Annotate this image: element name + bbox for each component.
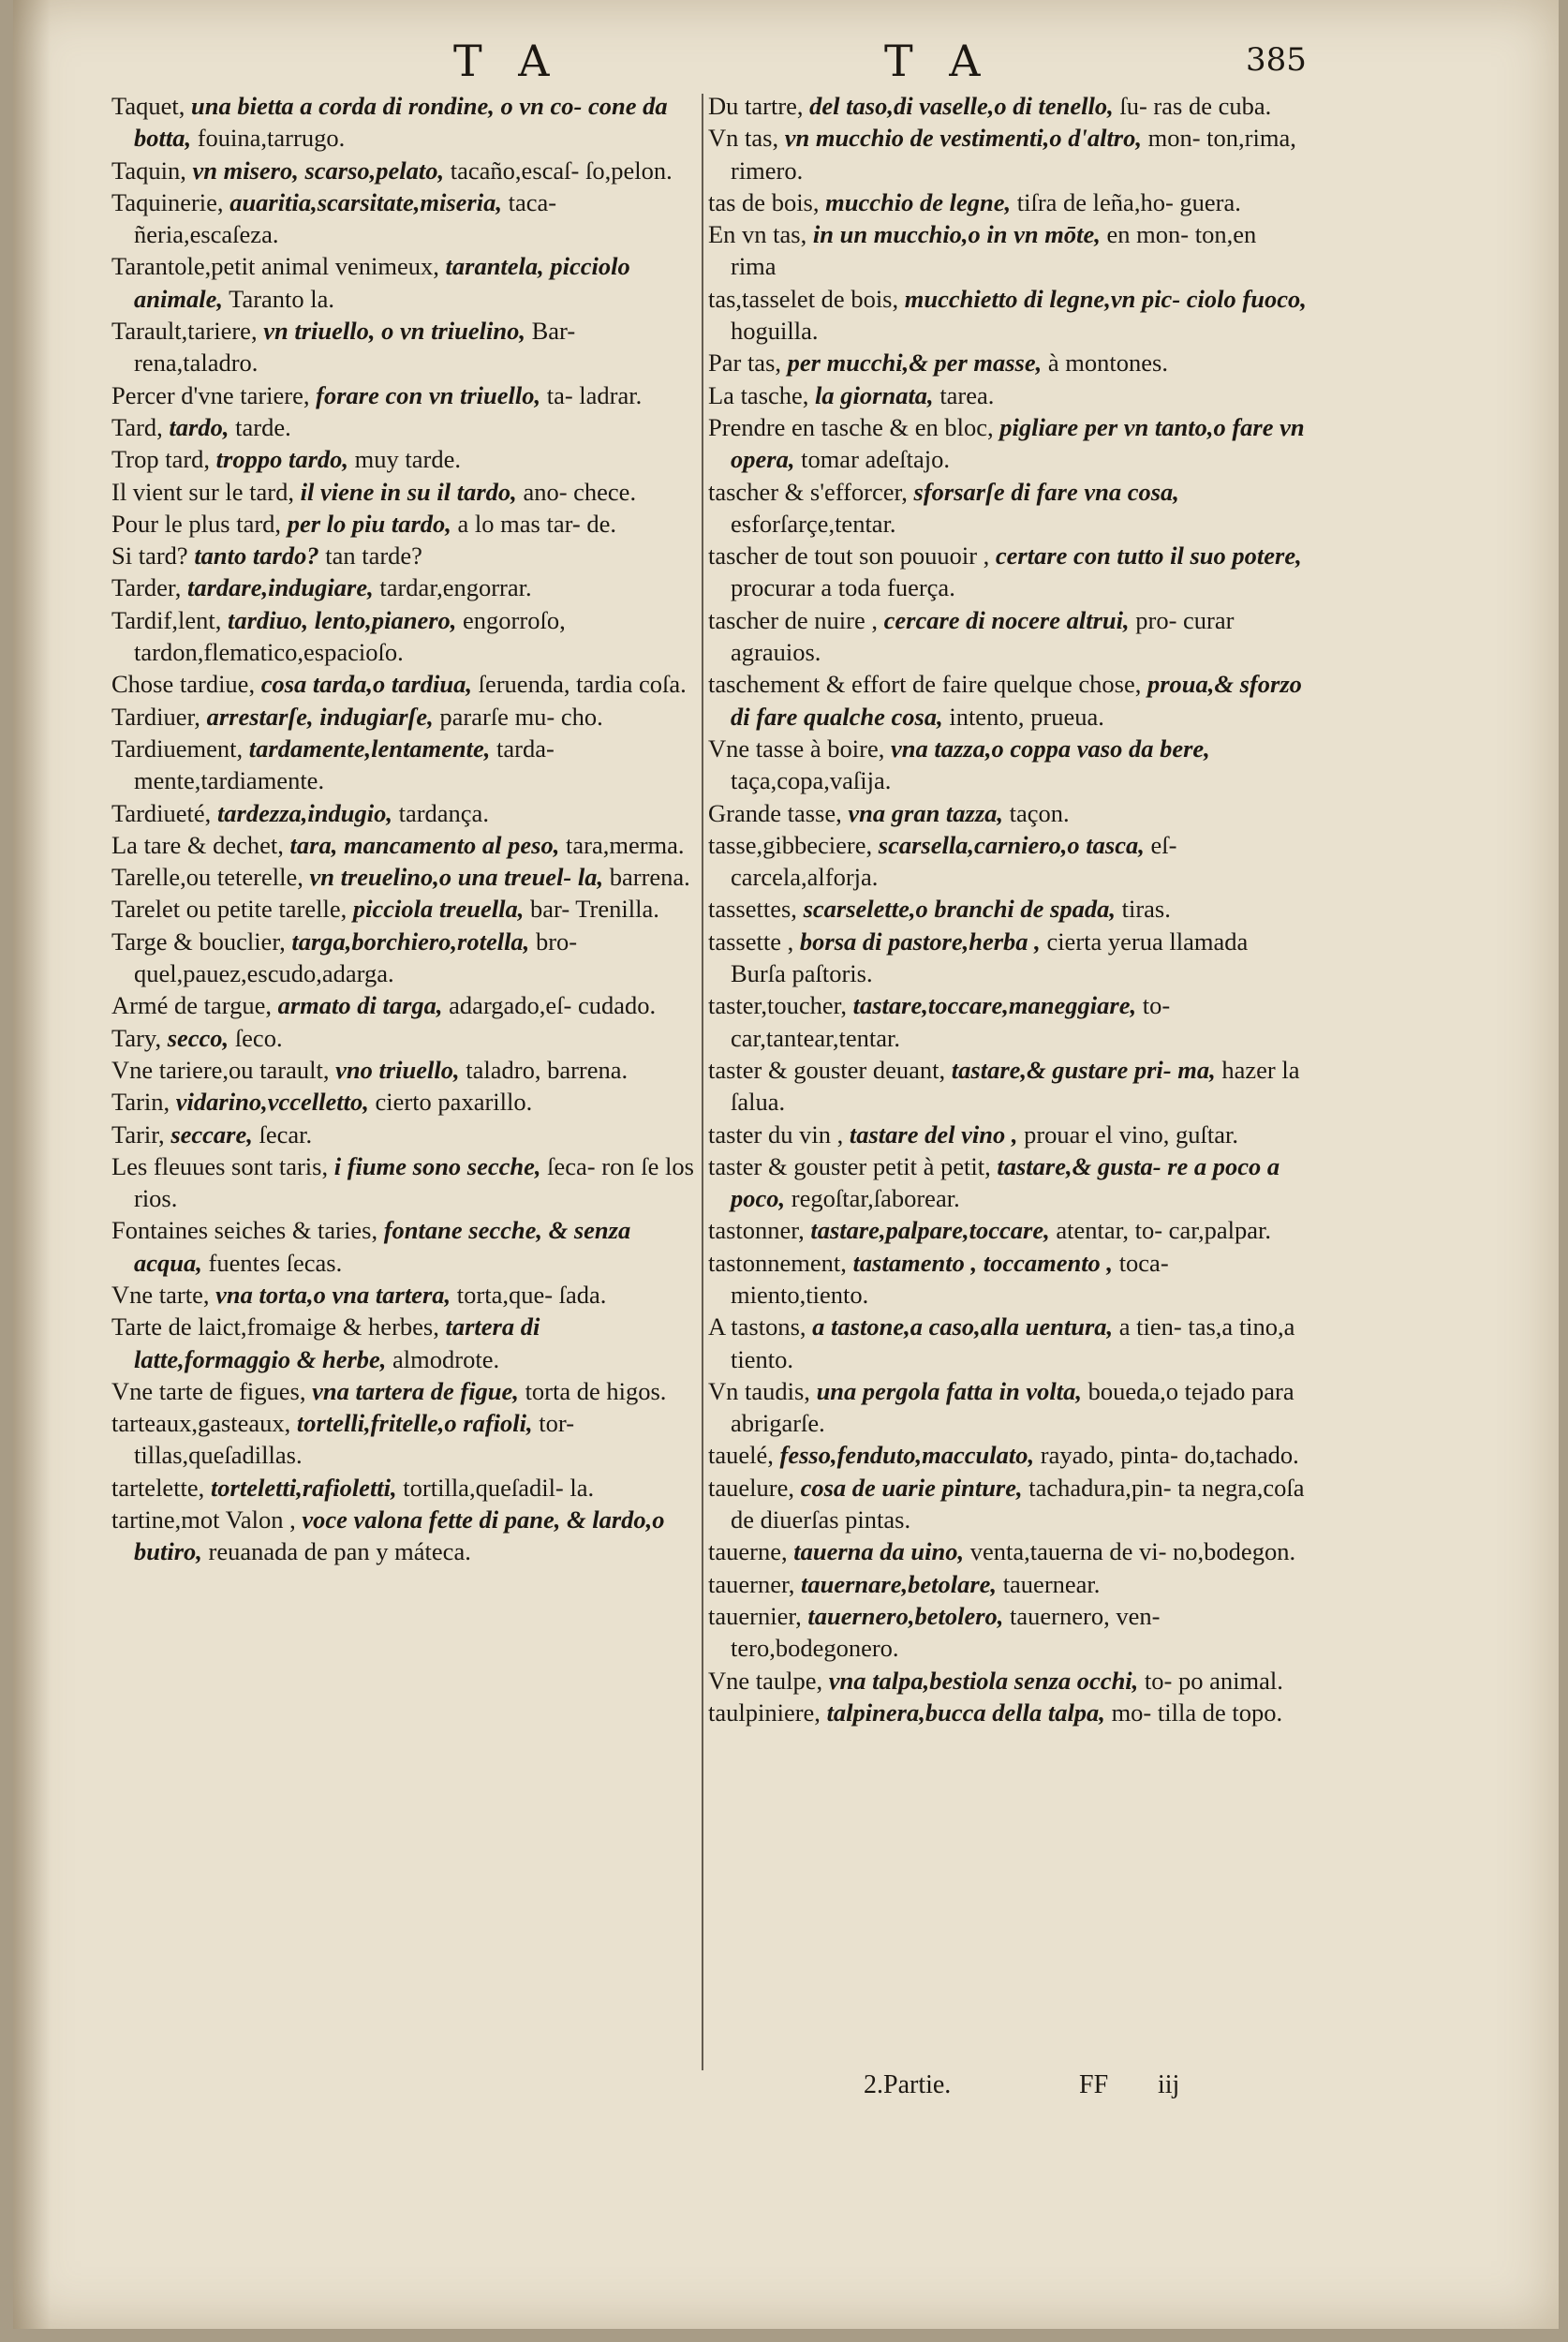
dictionary-entry	[708, 347, 1308, 378]
italian-translation: cosa de uarie pinture,	[800, 1473, 1023, 1502]
dictionary-entry	[708, 218, 1308, 283]
french-headword: tassettes,	[708, 895, 797, 924]
spanish-translation: tardança.	[398, 798, 489, 827]
dictionary-entry	[111, 571, 702, 603]
dictionary-entry	[111, 926, 702, 990]
italian-translation: vno triuello,	[335, 1055, 460, 1084]
french-headword: tassette ,	[708, 926, 794, 956]
french-headword: Si tard?	[111, 541, 188, 571]
italian-translation: tartera di latte,formaggio & herbe,	[134, 1312, 540, 1373]
spanish-translation: to- po animal.	[1144, 1666, 1283, 1695]
spanish-translation: taca- ñeria,escaſeza.	[134, 187, 557, 249]
french-headword: taster & gouster deuant,	[708, 1055, 946, 1084]
dictionary-entry	[111, 797, 702, 829]
spanish-translation: ſecar.	[259, 1119, 313, 1149]
dictionary-entry	[111, 508, 702, 540]
french-headword: Taquinerie,	[111, 187, 224, 216]
french-headword: taster du vin ,	[708, 1119, 844, 1149]
binding-shadow	[13, 0, 51, 2329]
italian-translation: tortelli,fritelle,o rafioli,	[296, 1409, 533, 1438]
french-headword: taulpiniere,	[708, 1697, 821, 1727]
french-headword: Tardif,lent,	[111, 605, 222, 634]
spanish-translation: procurar a toda fuerça.	[731, 573, 955, 602]
french-headword: Taquet,	[111, 92, 185, 120]
dictionary-entry	[708, 1472, 1308, 1536]
italian-translation: targa,borchiero,rotella,	[291, 926, 530, 956]
spanish-translation: to- car,tantear,tentar.	[731, 991, 1171, 1052]
spanish-translation: esforſarçe,tentar.	[731, 509, 896, 538]
spanish-translation: engorroſo, tardon,flematico,espacioſo.	[134, 605, 566, 667]
right-column	[708, 90, 1308, 1728]
italian-translation: vn treuelino,o una treuel- la,	[309, 863, 604, 892]
dictionary-entry	[708, 1535, 1308, 1567]
dictionary-entry	[708, 1697, 1308, 1728]
italian-translation: vna torta,o vna tartera,	[215, 1280, 451, 1309]
dictionary-entry	[111, 379, 702, 411]
left-column	[111, 90, 702, 1568]
dictionary-entry	[111, 861, 702, 893]
dictionary-entry	[111, 989, 702, 1021]
dictionary-entry	[111, 443, 702, 475]
french-headword: tas de bois,	[708, 187, 820, 216]
french-headword: tastonner,	[708, 1216, 805, 1245]
french-headword: tauelure,	[708, 1473, 794, 1502]
italian-translation: vna tazza,o coppa vaso da bere,	[891, 734, 1210, 763]
spanish-translation: tardar,engorrar.	[379, 573, 532, 602]
italian-translation: proua,& sforzo di fare qualche cosa,	[731, 670, 1302, 731]
dictionary-entry	[708, 797, 1308, 829]
french-headword: Fontaines seiches & taries,	[111, 1216, 378, 1245]
spanish-translation: en mon- ton,en rima	[731, 220, 1257, 281]
italian-translation: tastare,& gusta- re a poco a poco,	[731, 1151, 1280, 1213]
italian-translation: una pergola fatta in volta,	[816, 1376, 1082, 1405]
italian-translation: fontane secche, & senza acqua,	[134, 1216, 631, 1277]
spanish-translation: tacaño,escaſ- ſo,pelon.	[450, 156, 673, 185]
french-headword: Chose tardiue,	[111, 670, 256, 699]
part-label: 2.Partie.	[864, 2070, 952, 2099]
french-headword: tas,tasselet de bois,	[708, 284, 899, 313]
french-headword: Vne taulpe,	[708, 1666, 823, 1695]
italian-translation: tardamente,lentamente,	[248, 734, 491, 763]
italian-translation: vn misero, scarso,pelato,	[192, 156, 445, 185]
dictionary-entry	[111, 90, 702, 155]
italian-translation: vna tartera de figue,	[312, 1376, 519, 1405]
french-headword: Tarin,	[111, 1088, 170, 1117]
italian-translation: tastare,& gustare pri- ma,	[951, 1055, 1216, 1084]
spanish-translation: venta,tauerna de vi- no,bodegon.	[969, 1537, 1296, 1566]
italian-translation: tarantela, picciolo animale,	[134, 252, 630, 313]
spanish-translation: tiſra de leña,ho- guera.	[1016, 187, 1241, 216]
italian-translation: forare con vn triuello,	[316, 380, 541, 409]
spanish-translation: ſeca- ron ſe los rios.	[134, 1151, 694, 1213]
dictionary-entry	[708, 540, 1308, 604]
italian-translation: talpinera,bucca della talpa,	[826, 1697, 1105, 1727]
italian-translation: torteletti,rafioletti,	[210, 1473, 397, 1502]
dictionary-entry	[708, 1247, 1308, 1312]
dictionary-entry	[708, 379, 1308, 411]
dictionary-entry	[708, 1150, 1308, 1215]
italian-translation: picciola treuella,	[352, 895, 525, 924]
french-headword: Percer d'vne tariere,	[111, 380, 310, 409]
dictionary-entry	[111, 1119, 702, 1150]
dictionary-entry	[708, 476, 1308, 541]
spanish-translation: toca- miento,tiento.	[731, 1248, 1169, 1309]
spanish-translation: mon- ton,rima, rimero.	[731, 124, 1296, 185]
dictionary-entry	[111, 1375, 702, 1407]
french-headword: Vne tarte de figues,	[111, 1376, 306, 1405]
italian-translation: auaritia,scarsitate,miseria,	[229, 187, 502, 216]
dictionary-entry	[111, 701, 702, 733]
spanish-translation: muy tarde.	[354, 445, 461, 474]
french-headword: tascher & s'efforcer,	[708, 477, 908, 506]
italian-translation: tastamento , toccamento ,	[852, 1248, 1114, 1277]
french-headword: tascher de nuire ,	[708, 605, 878, 634]
spanish-translation: taçon.	[1009, 798, 1070, 827]
french-headword: Par tas,	[708, 348, 782, 378]
page-footer	[13, 2070, 1559, 2117]
french-headword: Armé de targue,	[111, 991, 272, 1020]
dictionary-entry	[708, 1119, 1308, 1150]
french-headword: Tard,	[111, 412, 163, 441]
french-headword: Tarantole,petit animal venimeux,	[111, 252, 439, 281]
italian-translation: fesso,fenduto,macculato,	[779, 1441, 1035, 1470]
italian-translation: il viene in su il tardo,	[300, 477, 517, 506]
french-headword: Tarder,	[111, 573, 182, 602]
spanish-translation: ſeco.	[234, 1023, 283, 1052]
column-divider	[702, 94, 703, 2070]
page-number: 385	[1246, 41, 1307, 79]
french-headword: tauernier,	[708, 1601, 802, 1630]
spanish-translation: tarde.	[235, 412, 291, 441]
dictionary-entry	[708, 90, 1308, 122]
dictionary-entry	[111, 186, 702, 251]
italian-translation: scarsella,carniero,o tasca,	[878, 830, 1145, 859]
spanish-translation: tiras.	[1121, 895, 1171, 924]
dictionary-entry	[111, 1214, 702, 1279]
italian-translation: mucchio de legne,	[825, 187, 1012, 216]
french-headword: Prendre en tasche & en bloc,	[708, 412, 994, 441]
spanish-translation: pararſe mu- cho.	[439, 702, 603, 731]
italian-translation: a tastone,a caso,alla uentura,	[812, 1312, 1114, 1341]
spanish-translation: ſu- ras de cuba.	[1119, 92, 1272, 120]
italian-translation: vna talpa,bestiola senza occhi,	[828, 1666, 1139, 1695]
french-headword: Vne tariere,ou tarault,	[111, 1055, 330, 1084]
dictionary-entry	[111, 1022, 702, 1054]
italian-translation: la giornata,	[815, 380, 934, 409]
spanish-translation: regoſtar,ſaborear.	[791, 1184, 960, 1213]
italian-translation: vn triuello, o vn triuelino,	[263, 317, 525, 346]
french-headword: Tarelle,ou teterelle,	[111, 863, 303, 892]
french-headword: Tardiuer,	[111, 702, 200, 731]
spanish-translation: tortilla,queſadil- la.	[403, 1473, 595, 1502]
spanish-translation: torta,que- ſada.	[456, 1280, 607, 1309]
spanish-translation: mo- tilla de topo.	[1111, 1697, 1283, 1727]
spanish-translation: tomar adeſtajo.	[801, 445, 951, 474]
french-headword: tauerner,	[708, 1569, 795, 1598]
french-headword: tauerne,	[708, 1537, 788, 1566]
french-headword: Tarte de laict,fromaige & herbes,	[111, 1312, 439, 1341]
spanish-translation: fouina,tarrugo.	[197, 124, 346, 153]
italian-translation: pigliare per vn tanto,o fare vn opera,	[731, 412, 1305, 474]
spanish-translation: a lo mas tar- de.	[457, 509, 616, 538]
spanish-translation: intento, prueua.	[949, 702, 1104, 731]
italian-translation: tardare,indugiare,	[186, 573, 374, 602]
dictionary-entry	[111, 411, 702, 443]
spanish-translation: à montones.	[1047, 348, 1168, 378]
spanish-translation: tachadura,pin- ta negra,coſa de diuerſas pintas.	[731, 1473, 1305, 1534]
italian-translation: per mucchi,& per masse,	[787, 348, 1043, 378]
right-column-title: T A	[884, 36, 992, 86]
spanish-translation: reuanada de pan y máteca.	[208, 1537, 471, 1566]
french-headword: Tary,	[111, 1023, 162, 1052]
spanish-translation: almodrote.	[392, 1344, 500, 1373]
dictionary-entry	[708, 186, 1308, 218]
italian-translation: armato di targa,	[277, 991, 443, 1020]
spanish-translation: eſ- carcela,alforja.	[731, 830, 1177, 892]
dictionary-entry	[708, 1665, 1308, 1697]
dictionary-entry	[111, 1311, 702, 1375]
italian-translation: del taso,di vaselle,o di tenello,	[809, 92, 1114, 120]
spanish-translation: ta- ladrar.	[546, 380, 643, 409]
italian-translation: borsa di pastore,herba ,	[799, 926, 1041, 956]
spanish-translation: atentar, to- car,palpar.	[1056, 1216, 1271, 1245]
dictionary-entry	[708, 122, 1308, 186]
dictionary-entry	[708, 1600, 1308, 1665]
spanish-translation: tan tarde?	[325, 541, 422, 571]
french-headword: Il vient sur le tard,	[111, 477, 295, 506]
french-headword: tasse,gibbeciere,	[708, 830, 873, 859]
french-headword: Grande tasse,	[708, 798, 842, 827]
italian-translation: secco,	[167, 1023, 229, 1052]
french-headword: Vn tas,	[708, 124, 779, 153]
french-headword: tartelette,	[111, 1473, 205, 1502]
spanish-translation: ano- chece.	[523, 477, 637, 506]
dictionary-entry	[708, 1568, 1308, 1600]
dictionary-entry	[708, 283, 1308, 348]
book-page	[13, 0, 1559, 2329]
italian-translation: seccare,	[170, 1119, 253, 1149]
french-headword: Du tartre,	[708, 92, 804, 120]
french-headword: A tastons,	[708, 1312, 806, 1341]
french-headword: taster,toucher,	[708, 991, 847, 1020]
dictionary-entry	[708, 1214, 1308, 1246]
dictionary-entry	[111, 476, 702, 508]
spanish-translation: prouar el vino, guſtar.	[1024, 1119, 1238, 1149]
italian-translation: troppo tardo,	[215, 445, 349, 474]
spanish-translation: tauernear.	[1002, 1569, 1101, 1598]
italian-translation: tastare,palpare,toccare,	[810, 1216, 1050, 1245]
dictionary-entry	[111, 604, 702, 669]
dictionary-entry	[708, 1375, 1308, 1440]
italian-translation: vidarino,vccelletto,	[175, 1088, 369, 1117]
spanish-translation: barrena.	[609, 863, 690, 892]
italian-translation: in un mucchio,o in vn mōte,	[812, 220, 1101, 249]
dictionary-entry	[111, 250, 702, 315]
french-headword: Tarir,	[111, 1119, 165, 1149]
italian-translation: mucchietto di legne,vn pic- ciolo fuoco,	[904, 284, 1307, 313]
italian-translation: tanto tardo?	[194, 541, 319, 571]
italian-translation: tauerna da uino,	[793, 1537, 965, 1566]
spanish-translation: taladro, barrena.	[466, 1055, 629, 1084]
french-headword: La tasche,	[708, 380, 809, 409]
french-headword: La tare & dechet,	[111, 830, 284, 859]
italian-translation: tauernare,betolare,	[801, 1569, 998, 1598]
french-headword: tarteaux,gasteaux,	[111, 1409, 291, 1438]
spanish-translation: bar- Trenilla.	[530, 895, 659, 924]
french-headword: taschement & effort de faire quelque chose,	[708, 670, 1142, 699]
dictionary-entry	[111, 1054, 702, 1086]
french-headword: tastonnement,	[708, 1248, 847, 1277]
italian-translation: per lo piu tardo,	[287, 509, 451, 538]
spanish-translation: rayado, pinta- do,tachado.	[1040, 1441, 1299, 1470]
french-headword: tascher de tout son pouuoir ,	[708, 541, 990, 571]
italian-translation: cercare di nocere altrui,	[883, 605, 1130, 634]
spanish-translation: Taranto la.	[229, 284, 335, 313]
signature-number: iij	[1158, 2070, 1180, 2099]
italian-translation: tastare del vino ,	[849, 1119, 1018, 1149]
dictionary-entry	[111, 733, 702, 797]
italian-translation: tardezza,indugio,	[216, 798, 392, 827]
spanish-translation: ſeruenda, tardia coſa.	[478, 670, 687, 699]
italian-translation: cosa tarda,o tardiua,	[260, 670, 472, 699]
dictionary-entry	[111, 1407, 702, 1472]
french-headword: Vne tasse à boire,	[708, 734, 885, 763]
spanish-translation: taça,copa,vaſija.	[731, 766, 892, 795]
french-headword: Tardiueté,	[111, 798, 212, 827]
spanish-translation: bro- quel,pauez,escudo,adarga.	[134, 926, 578, 988]
french-headword: Pour le plus tard,	[111, 509, 282, 538]
french-headword: Tarelet ou petite tarelle,	[111, 895, 348, 924]
spanish-translation: hazer la ſalua.	[731, 1055, 1300, 1117]
left-column-title: T A	[453, 36, 561, 86]
italian-translation: tauernero,betolero,	[807, 1601, 1004, 1630]
dictionary-entry	[111, 829, 702, 861]
italian-translation: arrestarſe, indugiarſe,	[206, 702, 434, 731]
dictionary-entry	[708, 604, 1308, 669]
dictionary-entry	[708, 733, 1308, 797]
dictionary-entry	[111, 1150, 702, 1215]
dictionary-entry	[111, 1472, 702, 1504]
dictionary-entry	[708, 829, 1308, 894]
dictionary-entry	[111, 1086, 702, 1118]
italian-translation: vna gran tazza,	[848, 798, 1004, 827]
dictionary-entry	[708, 926, 1308, 990]
dictionary-entry	[111, 1504, 702, 1568]
french-headword: Tardiuement,	[111, 734, 244, 763]
dictionary-entry	[708, 1439, 1308, 1471]
french-headword: Vn taudis,	[708, 1376, 810, 1405]
spanish-translation: tara,merma.	[566, 830, 685, 859]
dictionary-entry	[111, 668, 702, 700]
spanish-translation: pro- curar agrauios.	[731, 605, 1235, 667]
french-headword: Targe & bouclier,	[111, 926, 286, 956]
spanish-translation: adargado,eſ- cudado.	[449, 991, 657, 1020]
spanish-translation: tarea.	[939, 380, 995, 409]
french-headword: En vn tas,	[708, 220, 807, 249]
dictionary-entry	[111, 1279, 702, 1311]
spanish-translation: a tien- tas,a tino,a tiento.	[731, 1312, 1295, 1373]
italian-translation: tastare,toccare,maneggiare,	[852, 991, 1137, 1020]
spanish-translation: torta de higos.	[525, 1376, 667, 1405]
dictionary-entry	[111, 315, 702, 379]
italian-translation: vn mucchio de vestimenti,o d'altro,	[784, 124, 1142, 153]
italian-translation: una bietta a corda di rondine, o vn co- cone da botta,	[134, 92, 668, 153]
italian-translation: tardiuo, lento,pianero,	[227, 605, 457, 634]
spanish-translation: fuentes ſecas.	[208, 1248, 343, 1277]
french-headword: Les fleuues sont taris,	[111, 1151, 329, 1180]
dictionary-entry	[708, 1311, 1308, 1375]
french-headword: Tarault,tariere,	[111, 317, 258, 346]
dictionary-entry	[708, 668, 1308, 733]
spanish-translation: hoguilla.	[731, 317, 819, 346]
dictionary-entry	[708, 893, 1308, 925]
dictionary-entry	[111, 893, 702, 925]
spanish-translation: cierto paxarillo.	[375, 1088, 533, 1117]
french-headword: Taquin,	[111, 156, 186, 185]
french-headword: tauelé,	[708, 1441, 774, 1470]
french-headword: tartine,mot Valon ,	[111, 1505, 296, 1534]
page-header	[13, 36, 1559, 92]
dictionary-entry	[708, 1054, 1308, 1119]
spanish-translation: tarda- mente,tardiamente.	[134, 734, 555, 795]
italian-translation: tara, mancamento al peso,	[289, 830, 560, 859]
signature-mark: FF	[1079, 2070, 1109, 2099]
italian-translation: i fiume sono secche,	[333, 1151, 541, 1180]
spanish-translation: tauernero, ven- tero,bodegonero.	[731, 1601, 1161, 1663]
spanish-translation: Bar- rena,taladro.	[134, 317, 576, 378]
dictionary-entry	[111, 540, 702, 571]
italian-translation: voce valona fette di pane, & lardo,o butiro,	[134, 1505, 665, 1566]
spanish-translation: boueda,o tejado para abrigarſe.	[731, 1376, 1294, 1438]
italian-translation: scarselette,o branchi de spada,	[803, 895, 1116, 924]
dictionary-entry	[708, 989, 1308, 1054]
french-headword: Trop tard,	[111, 445, 211, 474]
dictionary-entry	[708, 411, 1308, 476]
italian-translation: sforsarſe di fare vna cosa,	[913, 477, 1179, 506]
spanish-translation: tor- tillas,queſadillas.	[134, 1409, 575, 1470]
italian-translation: tardo,	[169, 412, 229, 441]
italian-translation: certare con tutto il suo potere,	[995, 541, 1302, 571]
french-headword: Vne tarte,	[111, 1280, 210, 1309]
spanish-translation: cierta yerua llamada Burſa paſtoris.	[731, 926, 1249, 988]
dictionary-entry	[111, 155, 702, 186]
french-headword: taster & gouster petit à petit,	[708, 1151, 991, 1180]
